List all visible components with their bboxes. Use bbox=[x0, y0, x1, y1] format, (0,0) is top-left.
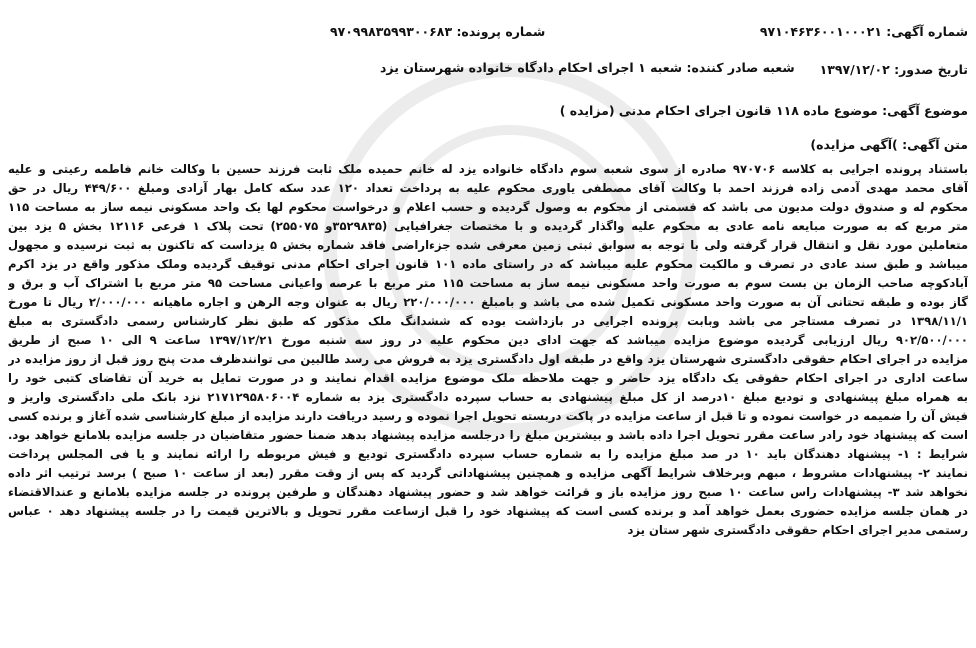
ad-text-heading bbox=[810, 137, 968, 152]
body-line: در همان جلسه مزایده حضوری بعمل خواهد آمد و برنده کسی است که پیشنهاد خود را قبل ازساعت مقرر تحویل و بالاترین قیمت را در جلسه پیشنهاد دهد ۰ عباس bbox=[8, 504, 968, 518]
body-line: است که پیشنهاد خود رادر ساعت مقرر تحویل اجرا داده باشد و بیشترین مبلغ را درجلسه مزایده پیشنهاد بدهد ضمنا حضور متقاضیان در جلسه مزایده بلامانع خواهد بود. bbox=[8, 428, 968, 442]
body-line: میباشد و طبق سند عادی در تصرف و مالکیت محکوم علیه میباشد که در راستای ماده ۱۰۱ قانون اجرای احکام مدنی توقیف گردیده وملک مذکور واقع در یزد اکرم bbox=[8, 257, 968, 271]
body-line: باستناد پرونده اجرایی به کلاسه ۹۷۰۷۰۶ صادره از سوی شعبه سوم دادگاه خانواده یزد له خانم حمیده ملک ثابت فرزند حسین با وکالت خانم فاطمه رعیتی و علیه bbox=[8, 162, 968, 176]
ad-number-label: شماره آگهی: bbox=[886, 24, 968, 39]
ad-text-label: متن آگهی: bbox=[902, 137, 968, 152]
file-number-label: شماره پرونده: bbox=[456, 24, 546, 39]
body-line: فیش آن را ضمیمه در خواست نموده و تا قبل از ساعت مزایده در پاکت دربسته تحویل اجرا نموده و رسید دریافت دارند مزایده از مبلغ کارشناسی شده آغاز و برنده کسی bbox=[8, 409, 968, 423]
subject-value: موضوع ماده ۱۱۸ قانون اجرای احکام مدنی (مزایده ) bbox=[559, 103, 878, 118]
body-line: ۹۰۲/۵۰۰/۰۰۰ ریال ارزیابی گردیده موضوع مزایده میباشد که جهت ادای دین محکوم علیه در روز سه شنبه مورخ ۱۳۹۷/۱۲/۲۱ ساعت ۹ الی ۱۰ صبح از طریق bbox=[8, 333, 968, 347]
body-line: محکوم له و صندوق دولت مدیون می باشد که قسمتی از محکوم به وصول گردیده و حسب اعلام و درخواست محکوم لها یک واحد مسکونی نیمه ساز به مساحت ۱۱۵ bbox=[8, 200, 968, 214]
body-line: رستمی مدیر اجرای احکام حقوقی دادگستری شهر ستان یزد bbox=[627, 523, 968, 537]
issue-date-label: تاریخ صدور: bbox=[894, 62, 968, 77]
file-number-value: ۹۷۰۹۹۸۳۵۹۹۳۰۰۶۸۳ bbox=[330, 24, 453, 39]
subject-label: موضوع آگهی: bbox=[882, 103, 968, 118]
body-line: ساعت اداری در اجرای احکام حقوقی یک دادگاه یزد حاضر و جهت ملاحظه ملک موضوع مزایده اقدام نمایند و در صورت تمایل به خرید آن تقاضای کتبی خود را bbox=[8, 371, 968, 385]
body-line: آبادکوچه صاحب الزمان بن بست سوم به صورت واحد مسکونی نیمه ساز به مساحت ۱۱۵ متر مربع با عرصه واعیانی مساحت ۹۵ متر مربع با اشتراک آب و برق و bbox=[8, 276, 968, 290]
body-line: مزایده در اجرای احکام حقوقی دادگستری شهرستان یزد واقع در طبقه اول دادگستری یزد به فروش می رسد طالبین می توانندظرف مدت پنج روز قبل از روز مزایده در bbox=[8, 352, 968, 366]
body-line: نمایند ۲- پیشنهادات مشروط ، مبهم وبرخلاف شرایط آگهی مزایده و همچنین پیشنهاداتی گردید که پس از وقت مقرر (بعد از ساعت ۱۰ صبح ) برسد ترتیب اثر داده bbox=[8, 466, 968, 480]
issuer-label: شعبه صادر کننده: bbox=[686, 60, 795, 75]
file-number bbox=[330, 24, 545, 39]
body-line: متر مربع که به صورت مبایعه نامه عادی به محکوم علیه واگذار گردیده و با مختصات جغرافیایی (۳۵۲۹۸۳۵و ۲۵۵۰۷۵) تحت پلاک ۱ فرعی ۱۲۱۱۶ بخش ۵ یزد بین bbox=[8, 219, 968, 233]
ad-body bbox=[8, 160, 968, 540]
body-line: آقای محمد مهدی آدمی زاده فرزند احمد با وکالت آقای مصطفی یاوری محکوم علیه به پرداخت تعداد ۱۲۰ عدد سکه کامل بهار آزادی ومبلغ ۴۴۹/۶۰۰ ریال در حق bbox=[8, 181, 968, 195]
ad-number bbox=[760, 24, 968, 39]
subject bbox=[560, 103, 968, 118]
body-line: شرایط : ۱- پیشنهاد دهندگان باید ۱۰ در صد مبلغ مزایده را به شماره حساب سپرده دادگستری تودیع و فیش مربوطه را ارائه نمایند و یا فی المجلس پرداخت bbox=[8, 447, 968, 461]
issuer-value: شعبه ۱ اجرای احکام دادگاه خانواده شهرستان یزد bbox=[380, 60, 683, 75]
issue-date-value: ۱۳۹۷/۱۲/۰۲ bbox=[819, 62, 890, 77]
ad-text-value: )آگهی مزایده) bbox=[810, 137, 898, 152]
body-line: نخواهد شد ۳- پیشنهادات راس ساعت ۱۰ صبح روز مزایده باز و قرائت خواهد شد و حضور پیشنهاد دهندگان و طرفین پرونده در جلسه مزایده بلامانع و عندالاقتضاء bbox=[8, 485, 968, 499]
body-line: متعاملین مورد نقل و انتقال قرار گرفته ولی با توجه به سوابق ثبتی زمین معرفی شده جزءاراضی فاقد شماره بخش ۵ یزداست که تاکنون به ثبت نرسیده و مجهول bbox=[8, 238, 968, 252]
body-line: گاز بوده و طبقه تحتانی آن به صورت واحد مسکونی تکمیل شده می باشد و بامبلغ ۲۲۰/۰۰۰/۰۰۰ ریال به عنوان وجه الرهن و اجاره ماهیانه ۲/۰۰۰/۰۰۰ ریال تا مورخ bbox=[8, 295, 968, 309]
issue-date bbox=[820, 62, 968, 77]
ad-number-value: ۹۷۱۰۴۶۳۶۰۰۱۰۰۰۲۱ bbox=[759, 24, 882, 39]
issuer bbox=[380, 60, 795, 75]
body-line: به همراه مبلغ پیشنهادی و تودیع مبلغ ۱۰درصد از کل مبلغ پیشنهادی به حساب سپرده دادگستری یزد به شماره ۲۱۷۱۲۹۵۸۰۶۰۰۴ نزد بانک ملی دادگستری واریز و bbox=[8, 390, 968, 404]
body-line: ۱۳۹۸/۱۱/۱ در تصرف مستاجر می باشد وبابت پرونده اجرایی در بازداشت بوده که ششدانگ ملک مذکور که طبق نظر کارشناس رسمی دادگستری به مبلغ bbox=[8, 314, 968, 328]
